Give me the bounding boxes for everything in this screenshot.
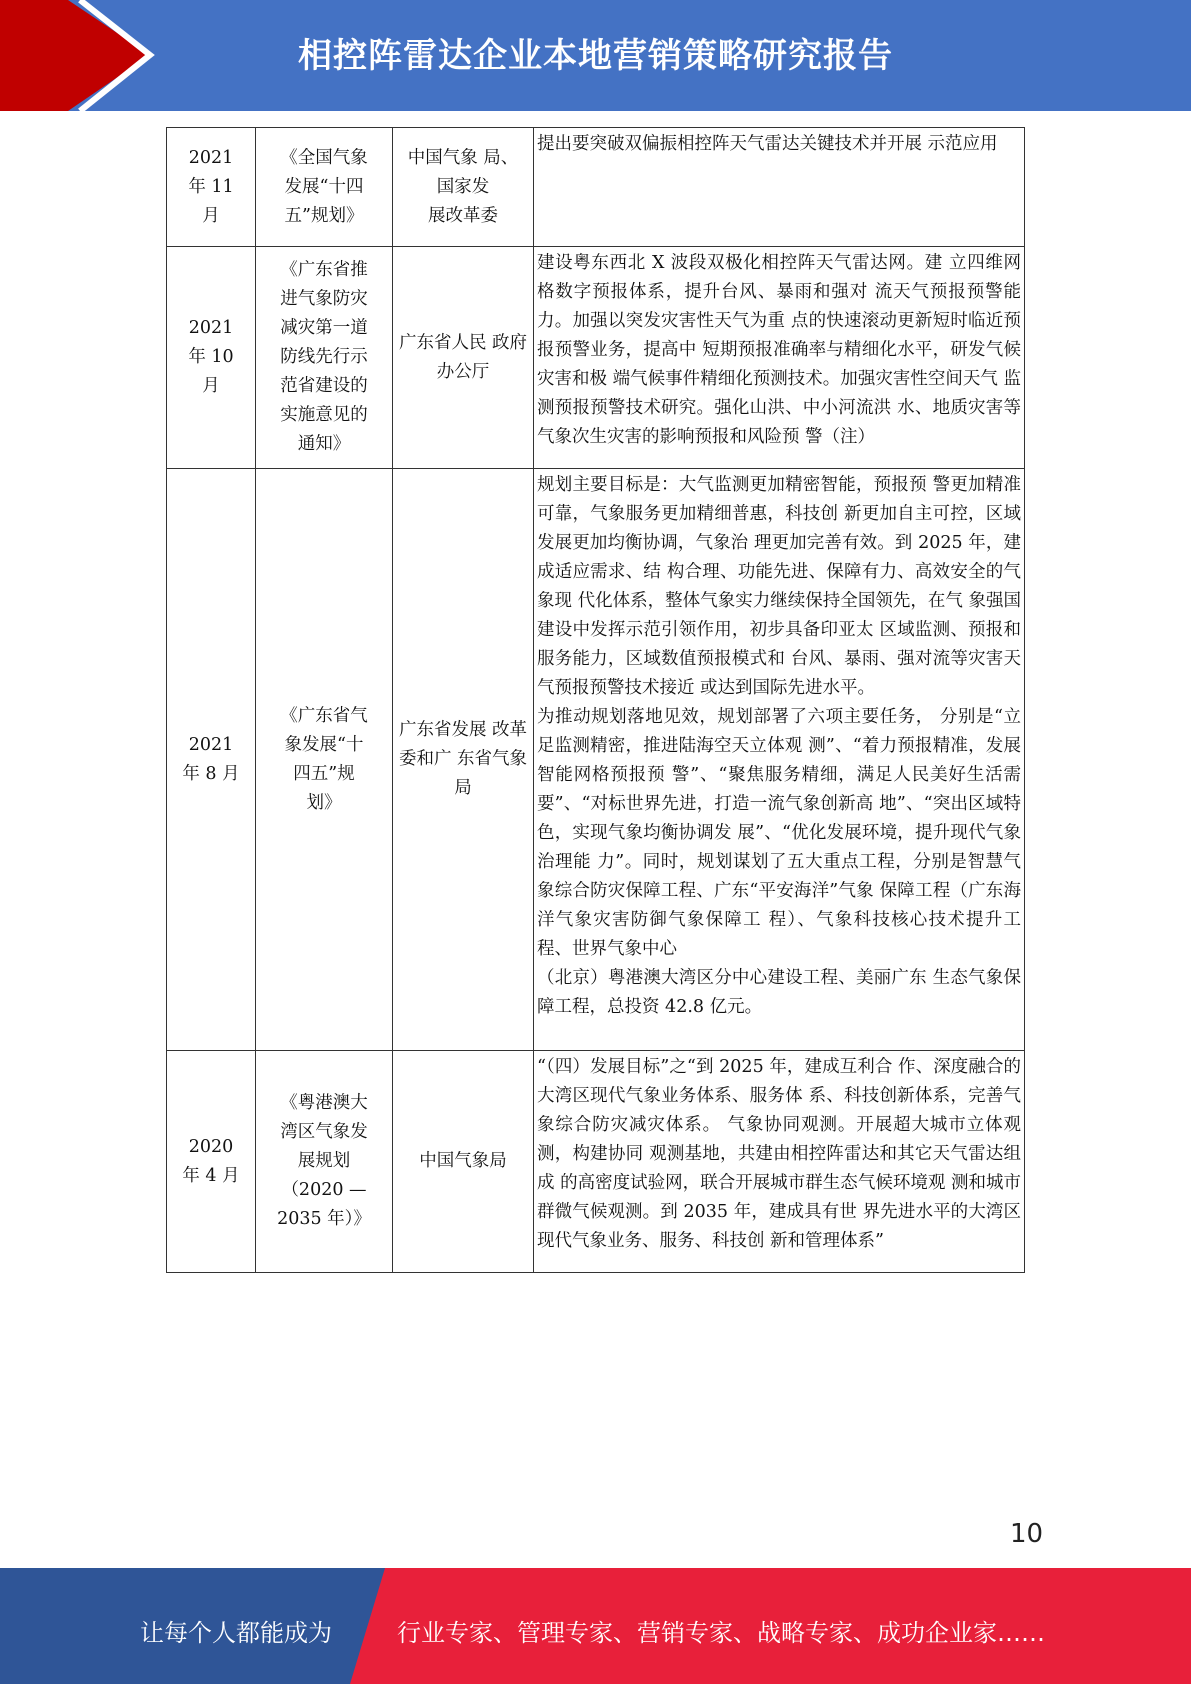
policy-document: 《广东省气 象发展“十 四五”规 划》 (256, 469, 393, 1051)
report-title: 相控阵雷达企业本地营销策略研究报告 (298, 36, 893, 76)
footer-slogan-left: 让每个人都能成为 (140, 1619, 332, 1647)
policy-content: “（四）发展目标”之“到 2025 年，建成互利合 作、深度融合的大湾区现代气象业务体系、服务体 系、科技创新体系，完善气象综合防灾减灾体系。 气象协同观测。开展超大城市立体观测，构建协同 观测基地，共建由相控阵雷达和其它天气雷达组成 的高密度试验网，联合开展城市群生态气候环境观 测和城市群微气候观测。到 2035 年，建成具有世 界先进水平的大湾区现代气象业务、服务、科技创 新和管理体系” (534, 1051, 1025, 1273)
policy-date: 2020 年 4 月 (167, 1051, 256, 1273)
policy-document: 《全国气象 发展“十四 五”规划》 (256, 128, 393, 247)
policy-content: 提出要突破双偏振相控阵天气雷达关键技术并开展 示范应用 (534, 128, 1025, 247)
footer-slogan-right: 行业专家、管理专家、营销专家、战略专家、成功企业家…… (397, 1619, 1045, 1647)
header-red-arrow (0, 0, 150, 111)
table-row (167, 128, 1025, 247)
policy-issuer: 中国气象局 (393, 1051, 534, 1273)
policy-table (166, 127, 1025, 1273)
policy-document: 《粤港澳大 湾区气象发 展规划 （2020 — 2035 年）》 (256, 1051, 393, 1273)
policy-issuer: 广东省人民 政府办公厅 (393, 247, 534, 469)
policy-issuer: 中国气象 局、 国家发 展改革委 (393, 128, 534, 247)
footer-banner (0, 1568, 1191, 1684)
table-row (167, 247, 1025, 469)
page-number: 10 (1010, 1519, 1044, 1549)
header-banner (0, 0, 1191, 111)
policy-content: 规划主要目标是：大气监测更加精密智能，预报预 警更加精准可靠，气象服务更加精细普惠，科技创 新更加自主可控，区域发展更加均衡协调，气象治 理更加完善有效。到 2025 年，建成适应需求、结 构合理、功能先进、保障有力、高效安全的气象现 代化体系，整体气象实力继续保持全国领先，在气 象强国建设中发挥示范引领作用，初步具备印亚太 区域监测、预报和服务能力，区域数值预报模式和 台风、暴雨、强对流等灾害天气预报预警技术接近 或达到国际先进水平。 为推动规划落地见效，规划部署了六项主要任务， 分别是“立足监测精密，推进陆海空天立体观 测”、“着力预报精准，发展智能网格预报预 警”、“聚焦服务精细，满足人民美好生活需 要”、“对标世界先进，打造一流气象创新高 地”、“突出区域特色，实现气象均衡协调发 展”、“优化发展环境，提升现代气象治理能 力”。同时，规划谋划了五大重点工程，分别是智慧气象综合防灾保障工程、广东“平安海洋”气象 保障工程（广东海洋气象灾害防御气象保障工 程）、气象科技核心技术提升工程、世界气象中心 （北京）粤港澳大湾区分中心建设工程、美丽广东 生态气象保障工程，总投资 42.8 亿元。 (534, 469, 1025, 1051)
table-row (167, 469, 1025, 1051)
policy-issuer: 广东省发展 改革委和广 东省气象局 (393, 469, 534, 1051)
policy-date: 2021 年 11 月 (167, 128, 256, 247)
table-row (167, 1051, 1025, 1273)
policy-document: 《广东省推 进气象防灾 减灾第一道 防线先行示 范省建设的 实施意见的 通知》 (256, 247, 393, 469)
policy-date: 2021 年 10 月 (167, 247, 256, 469)
policy-content: 建设粤东西北 X 波段双极化相控阵天气雷达网。建 立四维网格数字预报体系，提升台风、暴雨和强对 流天气预报预警能力。加强以突发灾害性天气为重 点的快速滚动更新短时临近预报预警业务，提高中 短期预报准确率与精细化水平，研发气候灾害和极 端气候事件精细化预测技术。加强灾害性空间天气 监测预报预警技术研究。强化山洪、中小河流洪 水、地质灾害等气象次生灾害的影响预报和风险预 警（注） (534, 247, 1025, 469)
policy-date: 2021 年 8 月 (167, 469, 256, 1051)
